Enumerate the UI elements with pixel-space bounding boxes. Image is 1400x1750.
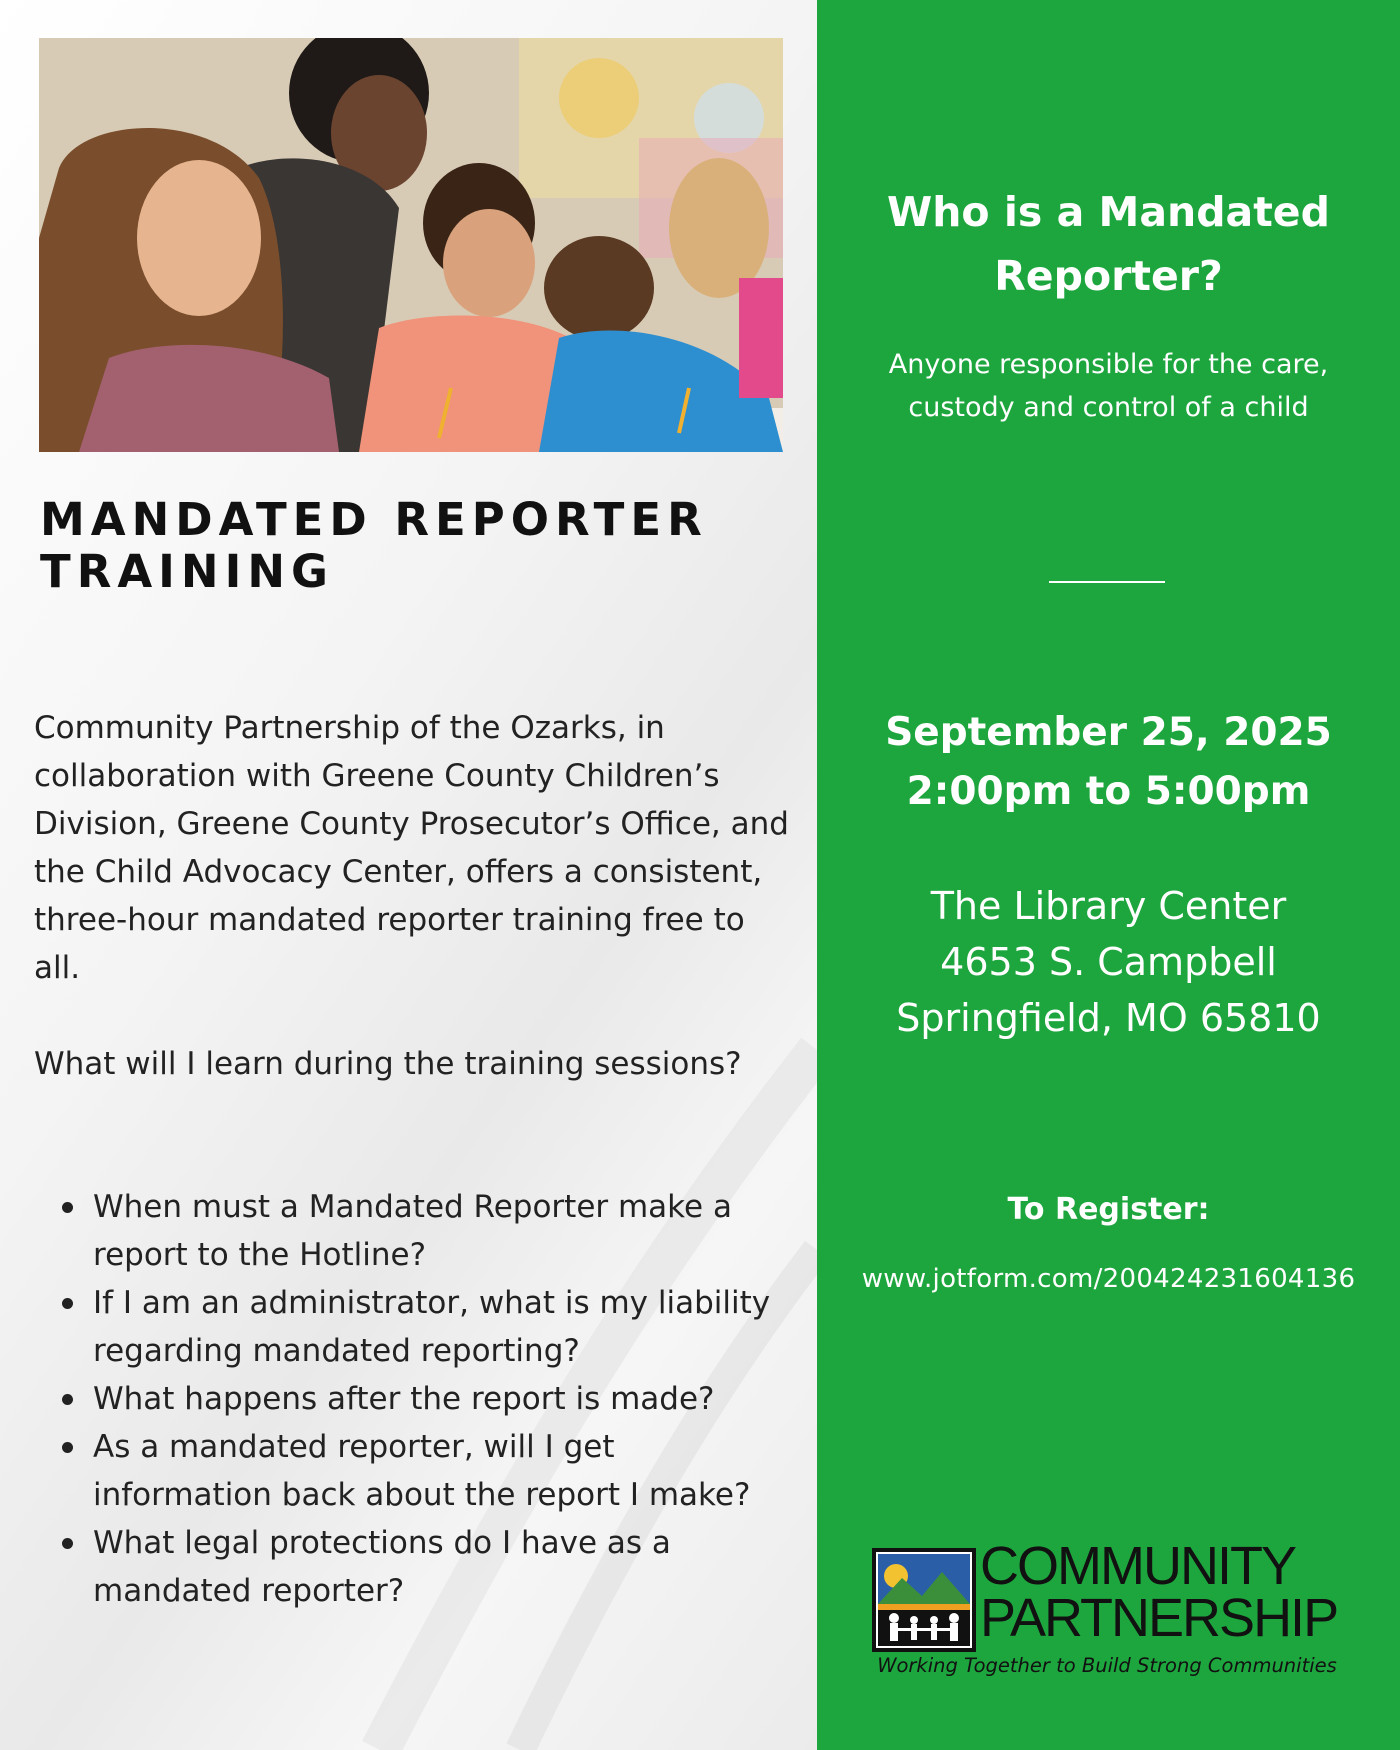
- who-line-1: Who is a Mandated: [887, 188, 1330, 236]
- venue-city: Springfield, MO 65810: [896, 996, 1321, 1040]
- venue-street: 4653 S. Campbell: [940, 940, 1277, 984]
- list-item: As a mandated reporter, will I get information back about the report I make?: [58, 1423, 798, 1519]
- info-sidebar: [817, 0, 1400, 1750]
- event-venue: [817, 878, 1400, 1046]
- list-item: What legal protections do I have as a mandated reporter?: [58, 1519, 798, 1615]
- logo-name-line-2: PARTNERSHIP: [980, 1588, 1338, 1648]
- learning-topics-list: [58, 1183, 798, 1615]
- event-time: 2:00pm to 5:00pm: [906, 769, 1311, 814]
- learning-question: What will I learn during the training sessions?: [34, 1046, 742, 1082]
- logo-tagline: Working Together to Build Strong Communities: [877, 1654, 1337, 1677]
- register-link[interactable]: www.jotform.com/200424231604136: [861, 1264, 1356, 1294]
- community-partnership-logo: [872, 1536, 1342, 1690]
- event-date: September 25, 2025: [885, 710, 1332, 755]
- who-description-line-2: custody and control of a child: [908, 392, 1309, 423]
- list-item: When must a Mandated Reporter make a report to the Hotline?: [58, 1183, 798, 1279]
- venue-name: The Library Center: [930, 884, 1287, 928]
- event-datetime: [817, 703, 1400, 821]
- page-title: [40, 494, 780, 598]
- title-line-1: MANDATED REPORTER: [40, 493, 708, 546]
- community-partnership-logo-icon: [872, 1548, 976, 1652]
- classroom-photo: [39, 38, 783, 452]
- title-line-2: TRAINING: [40, 545, 334, 598]
- who-description-line-1: Anyone responsible for the care,: [888, 349, 1329, 380]
- who-heading: [817, 180, 1400, 308]
- who-line-2: Reporter?: [994, 252, 1223, 300]
- logo-wordmark: [980, 1536, 1340, 1648]
- list-item: What happens after the report is made?: [58, 1375, 798, 1423]
- logo-name-line-1: COMMUNITY: [980, 1536, 1295, 1596]
- intro-paragraph: Community Partnership of the Ozarks, in collaboration with Greene County Children’s Division, Greene County Prosecutor’s Office, and the Child Advocacy Center, offers a consistent, three-hour mandated reporter training free to all.: [34, 710, 789, 986]
- register-label: To Register:: [1007, 1192, 1210, 1227]
- list-item: If I am an administrator, what is my liability regarding mandated reporting?: [58, 1279, 798, 1375]
- who-description: [817, 343, 1400, 429]
- divider: [1049, 581, 1165, 583]
